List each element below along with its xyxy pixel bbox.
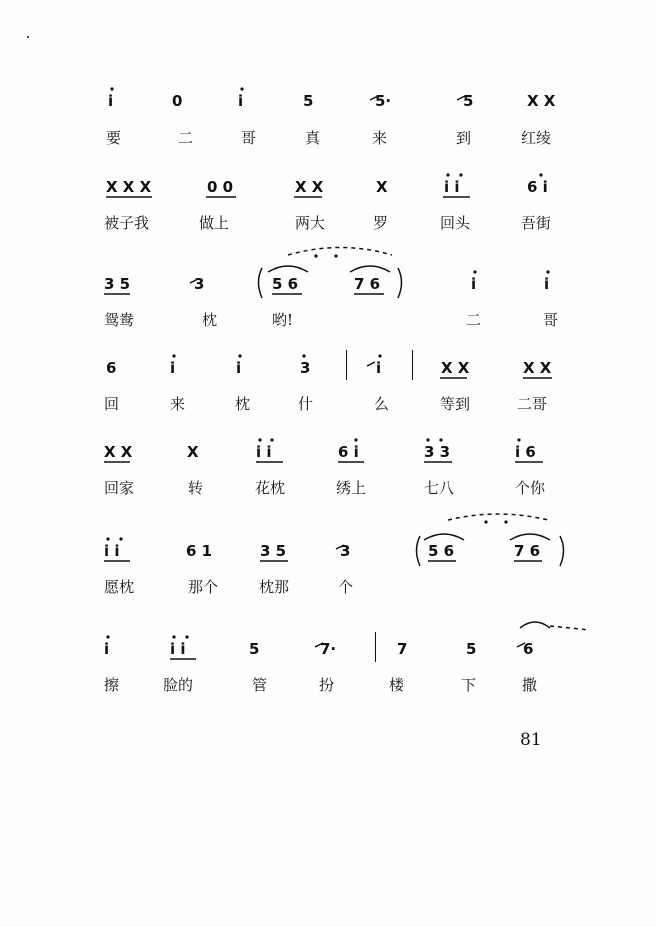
note: 7 xyxy=(397,640,408,658)
note: i i xyxy=(256,443,272,461)
lyric: 哥 xyxy=(241,129,257,147)
lyric: 红绫 xyxy=(521,129,552,147)
lyric: 枕那 xyxy=(259,578,290,596)
note: i xyxy=(108,92,114,110)
lyric: 撒 xyxy=(522,676,538,694)
note: 6 xyxy=(523,640,534,658)
note: i xyxy=(376,359,382,377)
lyric: 个 xyxy=(338,578,354,596)
note: i i xyxy=(444,178,460,196)
lyric: 两大 xyxy=(295,214,326,232)
note: i xyxy=(236,359,242,377)
note: 7· xyxy=(320,640,337,658)
note: X xyxy=(187,443,199,461)
note: 3 3 xyxy=(424,443,451,461)
lyric: 七八 xyxy=(424,479,455,497)
note: 3 5 xyxy=(104,275,131,293)
lyric: 回家 xyxy=(104,479,135,497)
note: 0 0 xyxy=(207,178,234,196)
note: i xyxy=(104,640,110,658)
note: i i xyxy=(170,640,186,658)
note: 6 1 xyxy=(186,542,213,560)
note: X X xyxy=(441,359,470,377)
note: X X xyxy=(523,359,552,377)
lyric: 真 xyxy=(305,129,321,147)
note: 6 i xyxy=(527,178,548,196)
lyric: 楼 xyxy=(389,676,405,694)
lyric: 来 xyxy=(372,129,388,147)
note: i xyxy=(170,359,176,377)
note: 5 6 xyxy=(272,275,299,293)
lyric: 被子我 xyxy=(104,214,150,232)
note: 0 xyxy=(172,92,183,110)
note: 7 6 xyxy=(354,275,381,293)
lyric: 等到 xyxy=(440,395,471,413)
lyric: 管 xyxy=(252,676,268,694)
lyric: 什 xyxy=(298,395,314,413)
lyric: 下 xyxy=(461,676,477,694)
lyric: 做上 xyxy=(199,214,230,232)
lyric: 二 xyxy=(178,129,194,147)
note: 5 6 xyxy=(428,542,455,560)
note: 6 i xyxy=(338,443,359,461)
lyric: 转 xyxy=(188,479,204,497)
lyric: 到 xyxy=(456,129,472,147)
lyric: 个你 xyxy=(515,479,546,497)
lyric: 罗 xyxy=(373,214,389,232)
lyric: 脸的 xyxy=(163,676,194,694)
lyric: 枕 xyxy=(202,311,218,329)
lyric: 哥 xyxy=(543,311,559,329)
note: X X xyxy=(527,92,556,110)
lyric: 绣上 xyxy=(336,479,367,497)
lyric: 来 xyxy=(170,395,186,413)
note: 5 xyxy=(249,640,260,658)
note: X xyxy=(376,178,388,196)
note: 5 xyxy=(303,92,314,110)
lyric: 愿枕 xyxy=(104,578,135,596)
note: 6 xyxy=(106,359,117,377)
lyric: 那个 xyxy=(188,578,219,596)
note: X X X xyxy=(106,178,152,196)
note: 3 5 xyxy=(260,542,287,560)
lyric: 花枕 xyxy=(255,479,286,497)
lyric: 鸳鸯 xyxy=(104,311,135,329)
note: 5 xyxy=(463,92,474,110)
lyric: 擦 xyxy=(104,676,120,694)
lyric: 要 xyxy=(106,129,122,147)
lyric: 扮 xyxy=(319,676,335,694)
note: 7 6 xyxy=(514,542,541,560)
note: 5· xyxy=(375,92,392,110)
note: 5 xyxy=(466,640,477,658)
lyric: 枕 xyxy=(235,395,251,413)
note: i xyxy=(471,275,477,293)
lyric: 回 xyxy=(104,395,120,413)
note: i i xyxy=(104,542,120,560)
page-number: 81 xyxy=(520,730,542,750)
note: i xyxy=(544,275,550,293)
note: X X xyxy=(104,443,133,461)
note: X X xyxy=(295,178,324,196)
note: 3 xyxy=(194,275,205,293)
lyric: 二 xyxy=(466,311,482,329)
lyric: 哟! xyxy=(272,311,294,329)
lyric: 吾街 xyxy=(521,214,552,232)
lyric: 回头 xyxy=(440,214,471,232)
lyric: 二哥 xyxy=(517,395,548,413)
lyric: 么 xyxy=(374,395,390,413)
note: 3 xyxy=(340,542,351,560)
note: i xyxy=(238,92,244,110)
note: 3 xyxy=(300,359,311,377)
note: i 6 xyxy=(515,443,536,461)
